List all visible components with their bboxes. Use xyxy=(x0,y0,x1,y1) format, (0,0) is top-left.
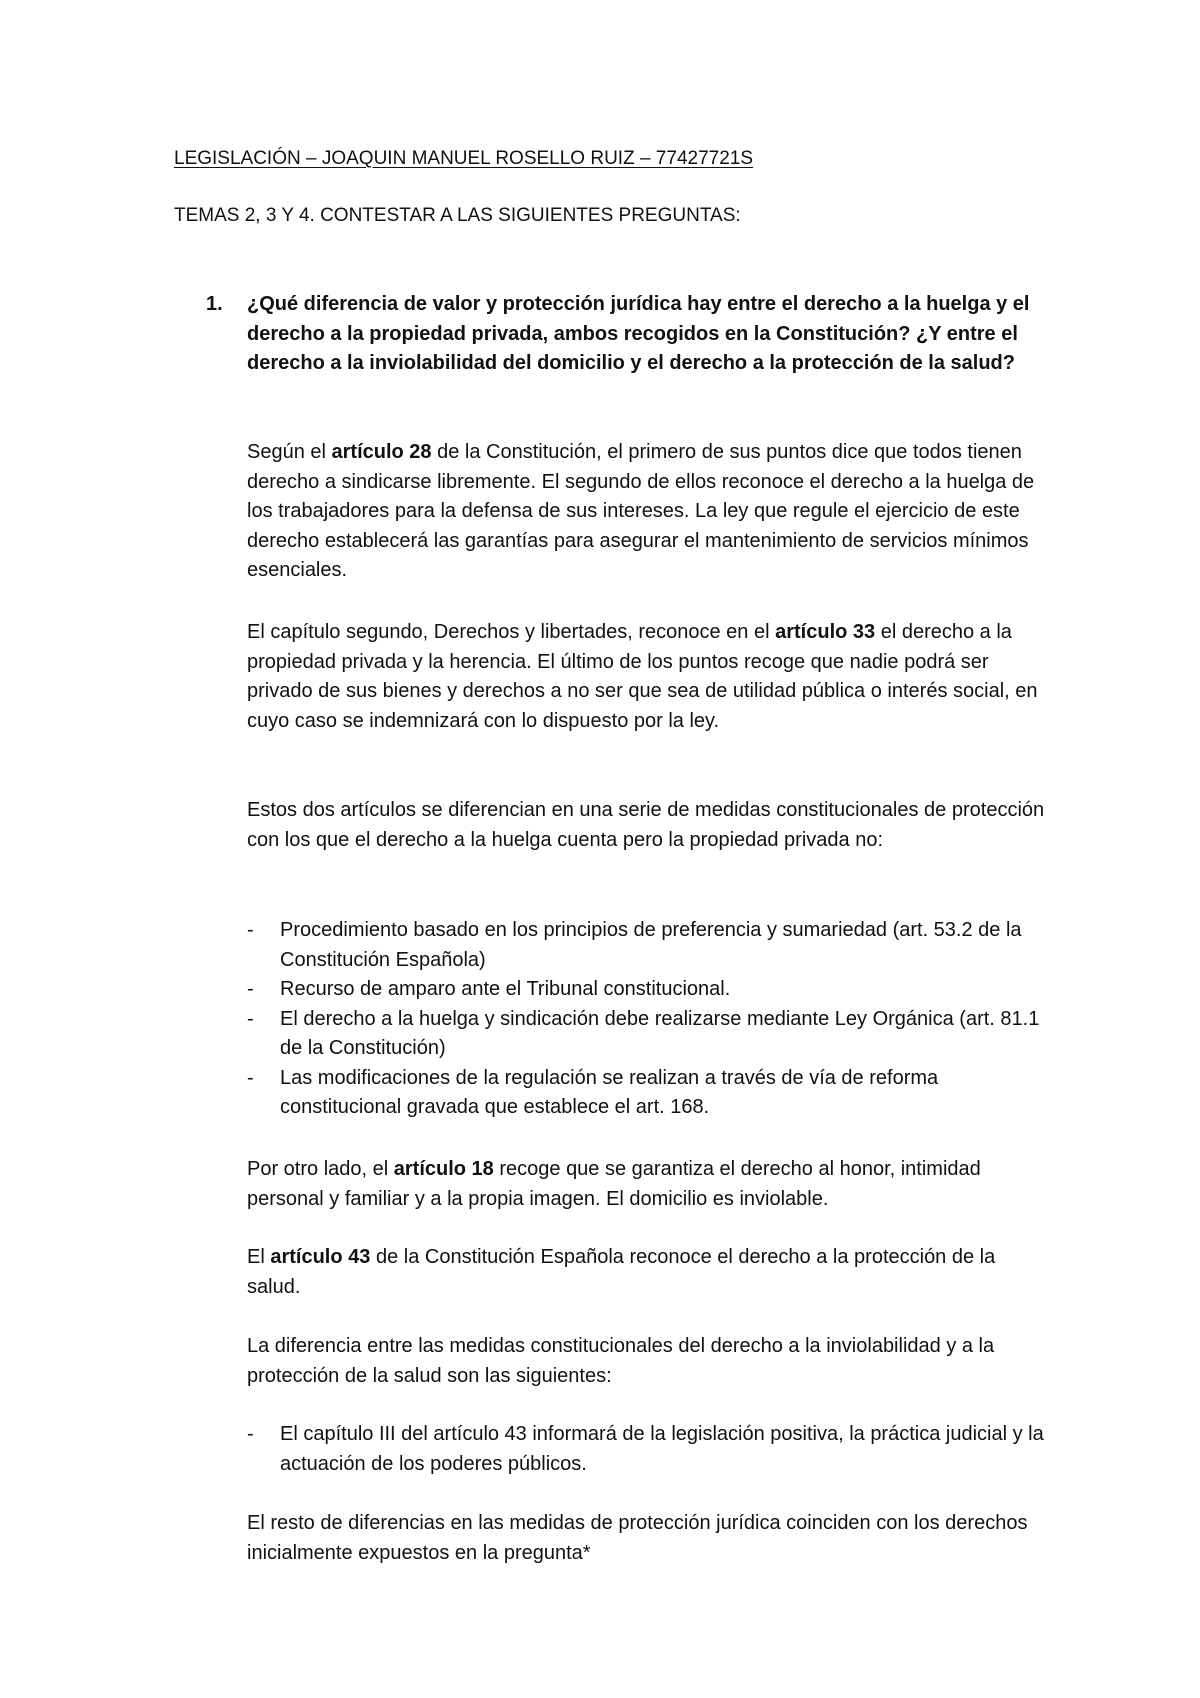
paragraph-article-33 xyxy=(247,618,1047,736)
document-subtitle: TEMAS 2, 3 Y 4. CONTESTAR A LAS SIGUIENTES PREGUNTAS: xyxy=(174,205,741,226)
paragraph-article-18 xyxy=(247,1155,1047,1214)
bullet-dash: - xyxy=(247,919,254,941)
paragraph-text: de la Constitución Española reconoce el derecho a la protección de la salud. xyxy=(247,1246,996,1298)
paragraph-text: El capítulo segundo, Derechos y libertades, reconoce en el xyxy=(247,621,776,643)
paragraph-health-differences: La diferencia entre las medidas constitucionales del derecho a la inviolabilidad y a la protección de la salud son las siguientes: xyxy=(247,1335,995,1387)
paragraph-text: El xyxy=(247,1246,271,1268)
article-reference: artículo 18 xyxy=(393,1158,494,1180)
list-item-text: Recurso de amparo ante el Tribunal constitucional. xyxy=(280,978,731,1000)
list-item-text: Las modificaciones de la regulación se realizan a través de vía de reforma constitucional gravada que establece el art. 168. xyxy=(280,1066,939,1118)
list-item xyxy=(247,1064,1047,1123)
article-reference: artículo 33 xyxy=(775,621,876,643)
list-item-text: El derecho a la huelga y sindicación debe realizarse mediante Ley Orgánica (art. 81.1 de la Constitución) xyxy=(280,1007,1040,1059)
list-item xyxy=(247,916,1047,975)
bullet-dash: - xyxy=(247,978,254,1000)
bullet-dash: - xyxy=(247,1066,254,1089)
article-reference: artículo 28 xyxy=(331,441,432,463)
bullet-dash: - xyxy=(247,1007,254,1030)
paragraph-text: Según el xyxy=(247,441,332,463)
list-item-text: El capítulo III del artículo 43 informará de la legislación positiva, la práctica judicial y la actuación de los poderes públicos. xyxy=(280,1423,1044,1475)
paragraph-article-28 xyxy=(247,438,1047,586)
article-reference: artículo 43 xyxy=(270,1246,371,1268)
paragraph-text: el derecho a la propiedad privada y la herencia. El último de los puntos recoge que nadie podrá ser privado de sus bienes y derechos a no ser que sea de utilidad pública o interés social, en cuyo caso se indemnizará con lo dispuesto por la ley. xyxy=(247,621,1038,732)
paragraph-article-43 xyxy=(247,1243,1047,1302)
question-text: ¿Qué diferencia de valor y protección jurídica hay entre el derecho a la huelga y el derecho a la propiedad privada, ambos recogidos en la Constitución? ¿Y entre el derecho a la inviolabilidad del domicilio y el derecho a la protección de la salud? xyxy=(247,293,1030,374)
document-title: LEGISLACIÓN – JOAQUIN MANUEL ROSELLO RUIZ – 77427721S xyxy=(174,148,754,169)
paragraph-differences: Estos dos artículos se diferencian en una serie de medidas constitucionales de protección con los que el derecho a la huelga cuenta pero la propiedad privada no: xyxy=(247,799,1045,851)
list-item xyxy=(247,1005,1047,1064)
health-measures-list xyxy=(247,1420,1047,1479)
list-item xyxy=(247,1420,1047,1479)
paragraph-conclusion: El resto de diferencias en las medidas de protección jurídica coinciden con los derechos inicialmente expuestos en la pregunta* xyxy=(247,1512,1028,1564)
paragraph-text: de la Constitución, el primero de sus puntos dice que todos tienen derecho a sindicarse libremente. El segundo de ellos reconoce el derecho a la huelga de los trabajadores para la defensa de sus intereses. La ley que regule el ejercicio de este derecho establecerá las garantías para asegurar el mantenimiento de servicios mínimos esenciales. xyxy=(247,441,1035,581)
paragraph-text: Por otro lado, el xyxy=(247,1158,394,1180)
list-item-text: Procedimiento basado en los principios de preferencia y sumariedad (art. 53.2 de la Constitución Española) xyxy=(280,919,1022,971)
bullet-dash: - xyxy=(247,1423,254,1445)
list-item xyxy=(247,975,1047,1005)
question-number: 1. xyxy=(206,293,223,315)
protection-measures-list xyxy=(247,916,1047,1123)
paragraph-text: recoge que se garantiza el derecho al honor, intimidad personal y familiar y a la propia imagen. El domicilio es inviolable. xyxy=(247,1158,981,1210)
